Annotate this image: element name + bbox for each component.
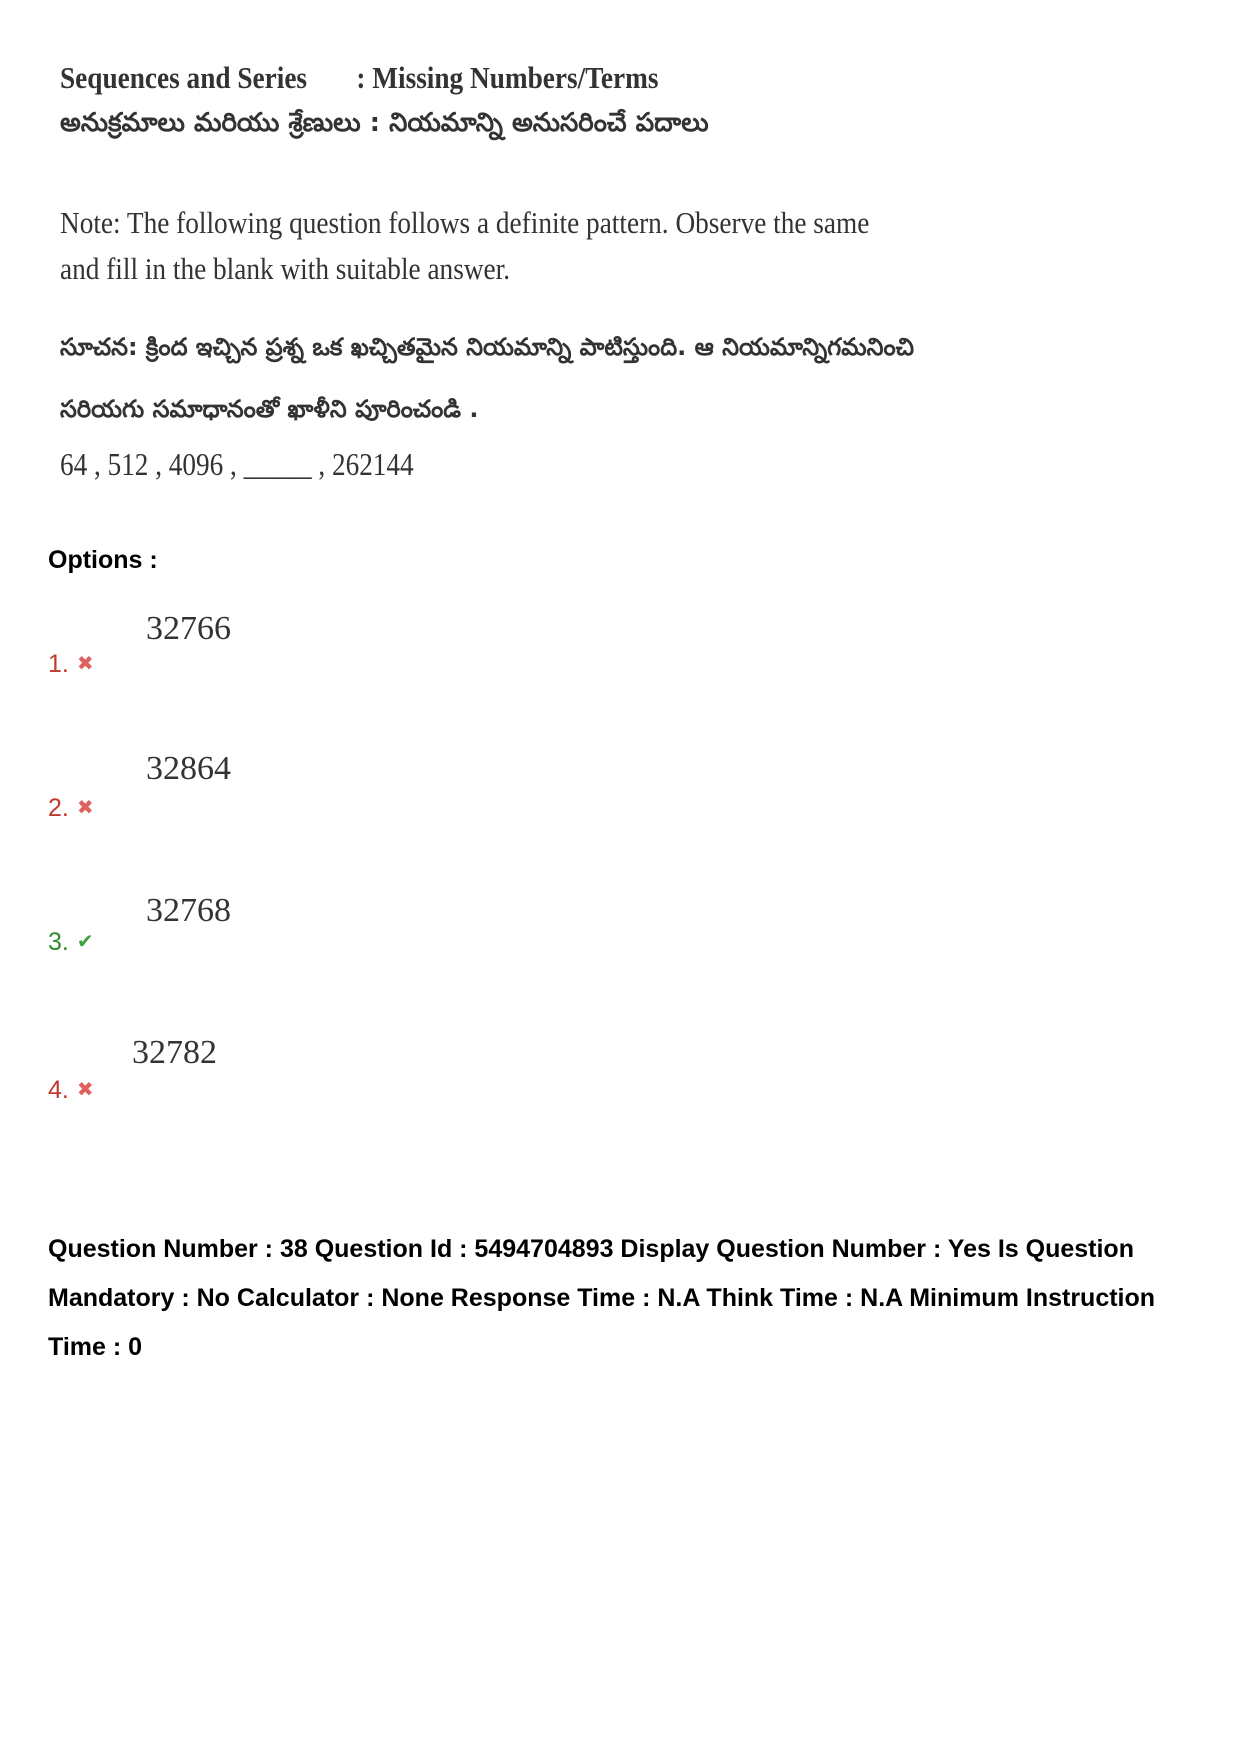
question-metadata: Question Number : 38 Question Id : 5494704893 Display Question Number : Yes Is Question Mandatory : No Calculator : None Response Time : N.A Think Time : N.A Minimum Instruction Time : 0 (48, 1235, 1156, 1361)
note-english: Note: The following question follows a definite pattern. Observe the same and fill in the blank with suitable answer. (60, 205, 870, 286)
heading-subtopic: : Missing Numbers/Terms (356, 60, 659, 95)
option-value: 32864 (146, 750, 231, 787)
cross-icon: ✖ (76, 797, 94, 819)
option-value: 32766 (146, 610, 231, 647)
option-number: 3. ✔ (48, 928, 94, 956)
option-value: 32768 (146, 892, 231, 929)
option-number: 2. ✖ (48, 794, 94, 822)
option-value: 32782 (132, 1034, 217, 1071)
number-sequence: 64 , 512 , 4096 , _____ , 262144 (60, 446, 414, 482)
option-number: 4. ✖ (48, 1076, 94, 1104)
heading-telugu: అనుక్రమాలు మరియు శ్రేణులు : నియమాన్ని అనుసరించే పదాలు (60, 108, 709, 138)
options-label: Options : (48, 546, 158, 574)
question-image (48, 48, 928, 498)
note-telugu: సూచన: క్రింద ఇచ్చిన ప్రశ్న ఒక ఖచ్చితమైన నియమాన్ని పాటిస్తుంది. ఆ నియమాన్నిగమనించి సరియగు సమాధానంతో ఖాళీని పూరించండి . (60, 333, 915, 423)
cross-icon: ✖ (76, 653, 94, 675)
cross-icon: ✖ (76, 1079, 94, 1101)
question-heading (60, 60, 658, 96)
heading-topic: Sequences and Series (60, 60, 308, 95)
option-number: 1. ✖ (48, 650, 94, 678)
check-icon: ✔ (76, 931, 94, 953)
